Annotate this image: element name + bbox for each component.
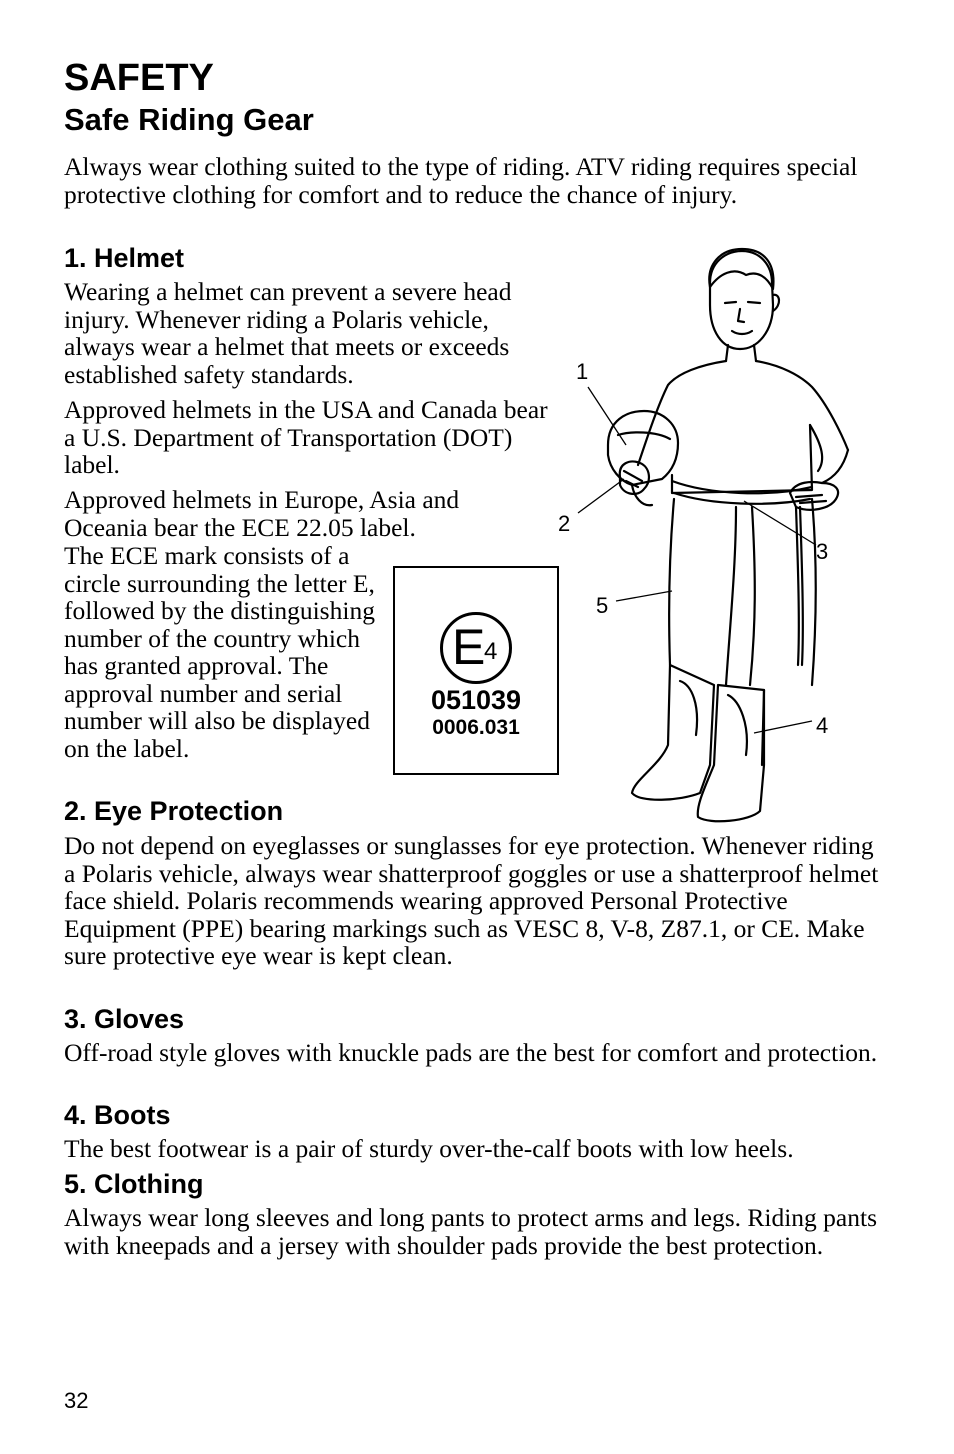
gloves-paragraph: Off-road style gloves with knuckle pads are the best for comfort and protection. <box>64 1038 878 1067</box>
helmet-paragraph-1: Wearing a helmet can prevent a severe head injury. Whenever riding a Polaris vehicle, always wear a helmet that meets or exceeds established safety standards. <box>64 277 512 389</box>
boot-left-icon <box>632 665 714 800</box>
callout-3: 3 <box>816 539 829 564</box>
page-title: Safe Riding Gear <box>64 102 314 137</box>
helmet-paragraph-4: The ECE mark consists of a circle surrounding the letter E, followed by the distinguishing number of the country which has granted approval. The approval number and serial number will also be displayed on the label. <box>64 541 375 763</box>
callout-line-3 <box>744 501 816 545</box>
callout-1: 1 <box>576 359 589 384</box>
ece-country-number: 4 <box>484 638 498 665</box>
section-heading-boots: 4. Boots <box>64 1100 171 1130</box>
section-heading-clothing: 5. Clothing <box>64 1169 204 1199</box>
page-section-title: SAFETY <box>64 57 214 99</box>
helmet-paragraph-3: Approved helmets in Europe, Asia and Oceania bear the ECE 22.05 label. <box>64 485 460 542</box>
callout-4: 4 <box>816 713 829 738</box>
section-heading-gloves: 3. Gloves <box>64 1004 185 1034</box>
ece-letter: E <box>452 619 486 675</box>
callout-line-2 <box>578 479 624 513</box>
rider-hair <box>709 249 773 289</box>
ece-label-illustration <box>393 566 559 775</box>
page-number: 32 <box>64 1388 89 1413</box>
rider-pants <box>669 499 816 685</box>
section-heading-eye-protection: 2. Eye Protection <box>64 796 284 826</box>
rider-jersey <box>638 361 848 493</box>
section-heading-helmet: 1. Helmet <box>64 243 185 273</box>
intro-paragraph: Always wear clothing suited to the type of riding. ATV riding requires special protective clothing for comfort and to reduce the chance of injury. <box>64 152 858 209</box>
ece-serial-number: 0006.031 <box>432 716 520 739</box>
ece-circle-mark <box>440 612 512 684</box>
boots-paragraph: The best footwear is a pair of sturdy over-the-calf boots with low heels. <box>64 1134 794 1163</box>
eye-protection-paragraph: Do not depend on eyeglasses or sunglasses for eye protection. Whenever riding a Polaris vehicle, always wear shatterproof goggles or use a shatterproof helmet face shield. Polaris recommends wearing approved Personal Protective Equipment (PPE) bearing markings such as VESC 8, V-8, Z87.1, or CE. Make sure protective eye wear is kept clean. <box>64 831 879 970</box>
callout-2: 2 <box>558 511 571 536</box>
ece-approval-number: 051039 <box>430 685 522 715</box>
callout-line-1 <box>588 387 626 445</box>
helmet-paragraph-2: Approved helmets in the USA and Canada bear a U.S. Department of Transportation (DOT) label. <box>64 395 548 479</box>
callout-5: 5 <box>596 593 609 618</box>
rider-gear-illustration <box>560 245 860 825</box>
boot-right-icon <box>698 685 764 821</box>
clothing-paragraph: Always wear long sleeves and long pants to protect arms and legs. Riding pants with kneepads and a jersey with shoulder pads provide the best protection. <box>64 1203 877 1260</box>
callout-line-5 <box>616 591 672 601</box>
